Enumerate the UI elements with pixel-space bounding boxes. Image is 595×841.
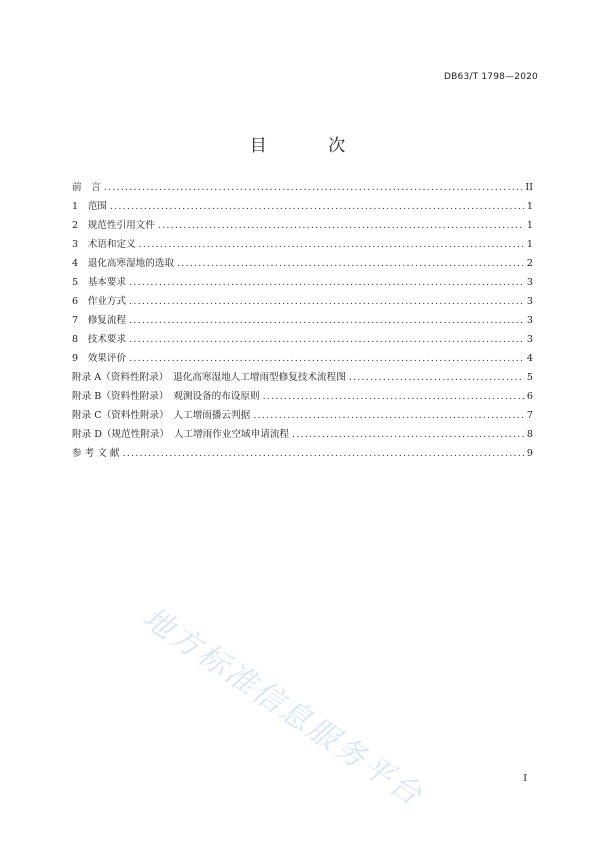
toc-entry-terms-definitions[interactable] <box>72 236 533 255</box>
watermark: 地方标准信息服务平台 <box>136 600 430 814</box>
toc-leader-dots <box>158 220 524 231</box>
toc-entry-page: 3 <box>526 334 533 345</box>
toc-entry-technical-requirements[interactable] <box>72 331 533 350</box>
toc-leader-dots <box>104 182 523 193</box>
toc-entry-appendix-d[interactable] <box>72 426 533 445</box>
toc-entry-label: 5 基本要求 <box>72 277 127 288</box>
toc-entry-page: 2 <box>526 258 533 269</box>
toc-entry-restoration-process[interactable] <box>72 312 533 331</box>
toc-entry-label: 3 术语和定义 <box>72 239 136 250</box>
toc-entry-page: 8 <box>526 429 533 440</box>
toc-entry-scope[interactable] <box>72 198 533 217</box>
toc-entry-page: 5 <box>526 372 533 383</box>
toc-entry-label: 9 效果评价 <box>72 353 127 364</box>
toc-entry-page: 6 <box>526 391 533 402</box>
toc-leader-dots <box>129 334 524 345</box>
toc-leader-dots <box>253 410 524 421</box>
toc-entry-page: II <box>525 182 533 193</box>
toc-entry-appendix-c[interactable] <box>72 407 533 426</box>
toc-leader-dots <box>123 448 524 459</box>
toc-leader-dots <box>129 315 524 326</box>
toc-list <box>72 179 533 464</box>
toc-entry-label: 参 考 文 献 <box>72 448 120 459</box>
toc-entry-page: 3 <box>526 315 533 326</box>
toc-title: 目 次 <box>249 136 374 156</box>
toc-entry-label: 4 退化高寒湿地的选取 <box>72 258 175 269</box>
toc-entry-label: 前 言 <box>72 182 101 193</box>
toc-entry-label: 2 规范性引用文件 <box>72 220 155 231</box>
toc-entry-page: 3 <box>526 277 533 288</box>
toc-entry-label: 8 技术要求 <box>72 334 127 345</box>
toc-entry-label: 附录 B（资料性附录） 观测设备的布设原则 <box>72 391 260 402</box>
toc-leader-dots <box>129 353 524 364</box>
toc-entry-page: 1 <box>526 220 533 231</box>
document-code: DB63/T 1798—2020 <box>444 72 538 82</box>
toc-entry-page: 1 <box>526 239 533 250</box>
toc-entry-label: 附录 A（资料性附录） 退化高寒湿地人工增雨型修复技术流程图 <box>72 372 346 383</box>
toc-entry-label: 附录 C（资料性附录） 人工增雨播云判据 <box>72 410 251 421</box>
toc-entry-foreword[interactable] <box>72 179 533 198</box>
toc-entry-label: 6 作业方式 <box>72 296 127 307</box>
toc-entry-page: 3 <box>526 296 533 307</box>
toc-entry-references[interactable] <box>72 445 533 464</box>
toc-entry-page: 7 <box>526 410 533 421</box>
toc-entry-operation-mode[interactable] <box>72 293 533 312</box>
toc-entry-page: 1 <box>526 201 533 212</box>
toc-entry-appendix-b[interactable] <box>72 388 533 407</box>
toc-leader-dots <box>263 391 524 402</box>
toc-leader-dots <box>129 277 524 288</box>
toc-entry-effect-evaluation[interactable] <box>72 350 533 369</box>
toc-entry-label: 附录 D（规范性附录） 人工增雨作业空域申请流程 <box>72 429 290 440</box>
toc-entry-basic-requirements[interactable] <box>72 274 533 293</box>
toc-leader-dots <box>292 429 524 440</box>
toc-leader-dots <box>349 372 524 383</box>
toc-entry-label: 1 范围 <box>72 201 107 212</box>
toc-entry-page: 9 <box>526 448 533 459</box>
toc-entry-appendix-a[interactable] <box>72 369 533 388</box>
toc-entry-label: 7 修复流程 <box>72 315 127 326</box>
toc-entry-site-selection[interactable] <box>72 255 533 274</box>
toc-entry-page: 4 <box>526 353 533 364</box>
toc-entry-normative-references[interactable] <box>72 217 533 236</box>
page-number: I <box>523 773 527 784</box>
toc-leader-dots <box>139 239 524 250</box>
toc-leader-dots <box>110 201 524 212</box>
toc-leader-dots <box>129 296 524 307</box>
toc-leader-dots <box>177 258 524 269</box>
